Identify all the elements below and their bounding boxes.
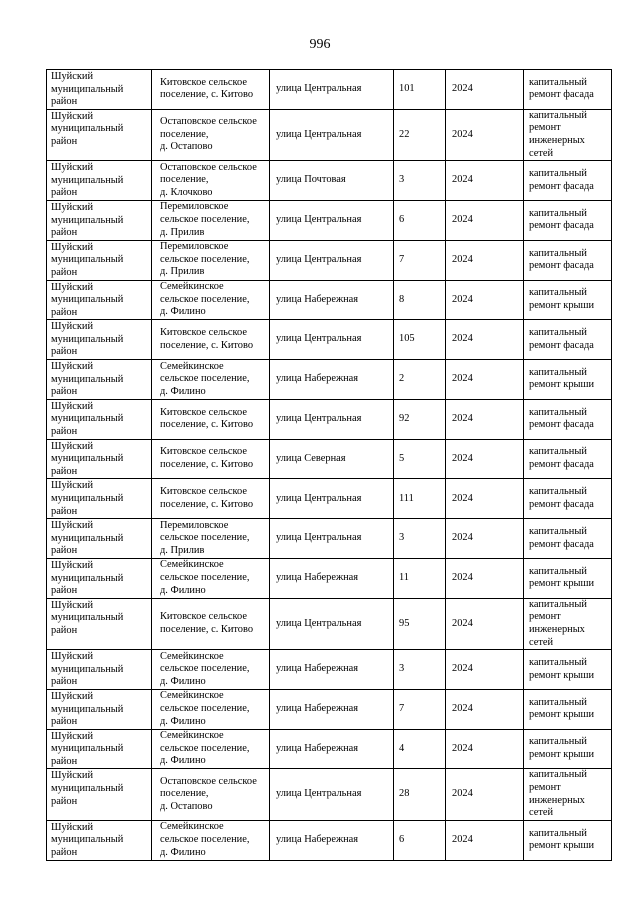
year-cell-text: 2024 — [452, 742, 473, 754]
housing-repair-table — [46, 69, 612, 861]
district-cell — [47, 161, 152, 201]
settlement-cell — [152, 820, 270, 860]
street-cell-text: улица Центральная — [276, 617, 362, 629]
year-cell-text: 2024 — [452, 452, 473, 464]
house-number-cell — [394, 320, 446, 360]
settlement-cell-text: Перемиловское сельское поселение, д. Прилив — [160, 519, 250, 556]
work-type-cell — [524, 280, 612, 320]
settlement-cell-text: Семейкинское сельское поселение, д. Филино — [160, 360, 250, 397]
house-number-cell — [394, 769, 446, 820]
district-cell-text: Шуйский муниципальный район — [51, 361, 124, 398]
district-cell — [47, 479, 152, 519]
work-type-cell — [524, 439, 612, 479]
district-cell-text: Шуйский муниципальный район — [51, 71, 124, 108]
year-cell-text: 2024 — [452, 663, 473, 675]
year-cell-text: 2024 — [452, 617, 473, 629]
settlement-cell — [152, 439, 270, 479]
street-cell-text: улица Центральная — [276, 83, 362, 95]
district-cell-text: Шуйский муниципальный район — [51, 770, 124, 807]
district-cell — [47, 820, 152, 860]
year-cell — [446, 320, 524, 360]
settlement-cell-text: Семейкинское сельское поселение, д. Филино — [160, 690, 250, 727]
year-cell-text: 2024 — [452, 214, 473, 226]
house-number-cell — [394, 109, 446, 160]
work-type-cell — [524, 320, 612, 360]
settlement-cell — [152, 360, 270, 400]
work-type-cell-text: капитальный ремонт фасада — [529, 525, 594, 550]
house-number-cell-text: 101 — [399, 83, 415, 95]
settlement-cell-text: Остаповское сельское поселение, д. Клочково — [160, 161, 257, 198]
house-number-cell — [394, 519, 446, 559]
work-type-cell — [524, 729, 612, 769]
house-number-cell — [394, 558, 446, 598]
work-type-cell-text: капитальный ремонт инженерных сетей — [529, 109, 587, 159]
year-cell — [446, 598, 524, 649]
house-number-cell — [394, 689, 446, 729]
settlement-cell-text: Китовское сельское поселение, с. Китово — [160, 446, 254, 471]
year-cell-text: 2024 — [452, 788, 473, 800]
work-type-cell — [524, 399, 612, 439]
work-type-cell-text: капитальный ремонт крыши — [529, 287, 595, 311]
district-cell-text: Шуйский муниципальный район — [51, 110, 124, 147]
table-row — [47, 240, 612, 280]
district-cell-text: Шуйский муниципальный район — [51, 440, 124, 477]
district-cell — [47, 769, 152, 820]
district-cell — [47, 200, 152, 240]
work-type-cell — [524, 689, 612, 729]
settlement-cell — [152, 598, 270, 649]
house-number-cell-text: 2 — [399, 373, 405, 385]
house-number-cell — [394, 360, 446, 400]
street-cell-text: улица Набережная — [276, 833, 359, 845]
house-number-cell-text: 111 — [399, 492, 414, 504]
year-cell — [446, 519, 524, 559]
street-cell-text: улица Набережная — [276, 742, 359, 754]
street-cell — [270, 280, 394, 320]
street-cell-text: улица Набережная — [276, 572, 359, 584]
year-cell-text: 2024 — [452, 373, 473, 385]
street-cell — [270, 769, 394, 820]
house-number-cell — [394, 200, 446, 240]
district-cell — [47, 729, 152, 769]
table-row — [47, 729, 612, 769]
year-cell-text: 2024 — [452, 128, 473, 140]
district-cell-text: Шуйский муниципальный район — [51, 281, 124, 318]
street-cell-text: улица Центральная — [276, 253, 362, 265]
year-cell-text: 2024 — [452, 174, 473, 186]
year-cell — [446, 439, 524, 479]
district-cell — [47, 399, 152, 439]
street-cell-text: улица Центральная — [276, 214, 362, 226]
settlement-cell — [152, 200, 270, 240]
settlement-cell-text: Перемиловское сельское поселение, д. Прилив — [160, 241, 250, 278]
street-cell — [270, 689, 394, 729]
year-cell-text: 2024 — [452, 83, 473, 95]
settlement-cell-text: Семейкинское сельское поселение, д. Филино — [160, 821, 250, 858]
street-cell-text: улица Центральная — [276, 412, 362, 424]
year-cell — [446, 769, 524, 820]
settlement-cell — [152, 109, 270, 160]
table-row — [47, 360, 612, 400]
work-type-cell — [524, 200, 612, 240]
settlement-cell-text: Семейкинское сельское поселение, д. Филино — [160, 281, 250, 318]
street-cell-text: улица Набережная — [276, 293, 359, 305]
work-type-cell — [524, 769, 612, 820]
district-cell-text: Шуйский муниципальный район — [51, 321, 124, 358]
year-cell — [446, 200, 524, 240]
district-cell-text: Шуйский муниципальный район — [51, 821, 124, 859]
work-type-cell — [524, 479, 612, 519]
district-cell-text: Шуйский муниципальный район — [51, 690, 124, 728]
house-number-cell-text: 92 — [399, 412, 410, 424]
year-cell — [446, 161, 524, 201]
work-type-cell — [524, 558, 612, 598]
district-cell-text: Шуйский муниципальный район — [51, 520, 124, 557]
year-cell — [446, 70, 524, 110]
district-cell-text: Шуйский муниципальный район — [51, 400, 124, 438]
district-cell — [47, 320, 152, 360]
house-number-cell-text: 28 — [399, 788, 410, 800]
year-cell-text: 2024 — [452, 833, 473, 845]
work-type-cell-text: капитальный ремонт крыши — [529, 827, 595, 852]
house-number-cell-text: 7 — [399, 253, 405, 265]
table-row — [47, 399, 612, 439]
work-type-cell-text: капитальный ремонт крыши — [529, 696, 595, 721]
year-cell-text: 2024 — [452, 333, 473, 345]
street-cell — [270, 109, 394, 160]
street-cell — [270, 399, 394, 439]
table-row — [47, 280, 612, 320]
settlement-cell — [152, 519, 270, 559]
settlement-cell — [152, 689, 270, 729]
street-cell — [270, 820, 394, 860]
district-cell-text: Шуйский муниципальный район — [51, 651, 124, 688]
house-number-cell-text: 95 — [399, 617, 410, 629]
street-cell-text: улица Северная — [276, 452, 346, 464]
settlement-cell-text: Китовское сельское поселение, с. Китово — [160, 76, 254, 101]
street-cell-text: улица Набережная — [276, 373, 359, 385]
street-cell — [270, 650, 394, 690]
year-cell-text: 2024 — [452, 412, 473, 424]
year-cell — [446, 399, 524, 439]
year-cell — [446, 729, 524, 769]
house-number-cell — [394, 399, 446, 439]
street-cell — [270, 558, 394, 598]
settlement-cell — [152, 729, 270, 769]
page-number: 996 — [309, 37, 331, 52]
work-type-cell — [524, 109, 612, 160]
table-row — [47, 519, 612, 559]
settlement-cell — [152, 769, 270, 820]
work-type-cell-text: капитальный ремонт фасада — [529, 446, 594, 471]
settlement-cell — [152, 320, 270, 360]
street-cell — [270, 439, 394, 479]
work-type-cell — [524, 598, 612, 649]
work-type-cell-text: капитальный ремонт фасада — [529, 207, 594, 232]
year-cell — [446, 650, 524, 690]
district-cell — [47, 439, 152, 479]
settlement-cell — [152, 650, 270, 690]
work-type-cell-text: капитальный ремонт фасада — [529, 247, 594, 272]
house-number-cell-text: 105 — [399, 333, 415, 345]
table-row — [47, 689, 612, 729]
year-cell — [446, 479, 524, 519]
district-cell-text: Шуйский муниципальный район — [51, 241, 124, 278]
district-cell — [47, 70, 152, 110]
street-cell — [270, 70, 394, 110]
year-cell — [446, 240, 524, 280]
settlement-cell — [152, 240, 270, 280]
work-type-cell-text: капитальный ремонт фасада — [529, 486, 594, 510]
district-cell-text: Шуйский муниципальный район — [51, 480, 124, 517]
settlement-cell-text: Китовское сельское поселение, с. Китово — [160, 406, 254, 431]
year-cell — [446, 280, 524, 320]
settlement-cell — [152, 161, 270, 201]
street-cell — [270, 320, 394, 360]
year-cell-text: 2024 — [452, 253, 473, 265]
district-cell — [47, 689, 152, 729]
year-cell-text: 2024 — [452, 492, 473, 504]
house-number-cell — [394, 479, 446, 519]
house-number-cell — [394, 439, 446, 479]
house-number-cell-text: 3 — [399, 663, 405, 675]
district-cell-text: Шуйский муниципальный район — [51, 599, 124, 636]
street-cell-text: улица Центральная — [276, 532, 362, 544]
house-number-cell-text: 4 — [399, 742, 405, 754]
year-cell — [446, 820, 524, 860]
table-row — [47, 479, 612, 519]
table-body — [47, 70, 612, 861]
settlement-cell-text: Остаповское сельское поселение, д. Остапово — [160, 116, 257, 153]
house-number-cell — [394, 598, 446, 649]
year-cell — [446, 109, 524, 160]
year-cell-text: 2024 — [452, 703, 473, 714]
work-type-cell — [524, 650, 612, 690]
settlement-cell-text: Семейкинское сельское поселение, д. Филино — [160, 559, 250, 596]
work-type-cell-text: капитальный ремонт крыши — [529, 656, 595, 681]
year-cell — [446, 689, 524, 729]
district-cell-text: Шуйский муниципальный район — [51, 559, 124, 597]
street-cell-text: улица Центральная — [276, 492, 362, 504]
house-number-cell — [394, 729, 446, 769]
table-row — [47, 439, 612, 479]
street-cell-text: улица Центральная — [276, 128, 362, 140]
house-number-cell-text: 3 — [399, 532, 405, 544]
district-cell — [47, 109, 152, 160]
district-cell — [47, 558, 152, 598]
district-cell — [47, 598, 152, 649]
house-number-cell-text: 3 — [399, 174, 405, 186]
house-number-cell-text: 6 — [399, 214, 405, 226]
work-type-cell-text: капитальный ремонт крыши — [529, 565, 595, 590]
district-cell — [47, 240, 152, 280]
house-number-cell-text: 6 — [399, 833, 405, 845]
work-type-cell-text: капитальный ремонт крыши — [529, 366, 595, 391]
work-type-cell-text: капитальный ремонт инженерных сетей — [529, 598, 587, 648]
district-cell — [47, 519, 152, 559]
table-row — [47, 70, 612, 110]
district-cell — [47, 280, 152, 320]
district-cell — [47, 360, 152, 400]
house-number-cell — [394, 161, 446, 201]
street-cell-text: улица Набережная — [276, 663, 359, 675]
year-cell — [446, 558, 524, 598]
settlement-cell — [152, 70, 270, 110]
settlement-cell-text: Семейкинское сельское поселение, д. Филино — [160, 650, 250, 687]
street-cell — [270, 598, 394, 649]
settlement-cell-text: Китовское сельское поселение, с. Китово — [160, 327, 254, 351]
work-type-cell-text: капитальный ремонт крыши — [529, 736, 595, 761]
table-row — [47, 769, 612, 820]
work-type-cell — [524, 519, 612, 559]
street-cell — [270, 729, 394, 769]
work-type-cell — [524, 161, 612, 201]
house-number-cell — [394, 650, 446, 690]
work-type-cell — [524, 240, 612, 280]
house-number-cell-text: 8 — [399, 293, 405, 305]
table-row — [47, 598, 612, 649]
work-type-cell-text: капитальный ремонт фасада — [529, 327, 594, 351]
settlement-cell — [152, 558, 270, 598]
street-cell — [270, 240, 394, 280]
street-cell-text: улица Набережная — [276, 703, 359, 714]
street-cell-text: улица Центральная — [276, 788, 362, 800]
settlement-cell-text: Семейкинское сельское поселение, д. Филино — [160, 730, 250, 767]
table-row — [47, 200, 612, 240]
year-cell-text: 2024 — [452, 572, 473, 584]
district-cell-text: Шуйский муниципальный район — [51, 162, 124, 199]
year-cell-text: 2024 — [452, 293, 473, 305]
settlement-cell — [152, 280, 270, 320]
district-cell — [47, 650, 152, 690]
work-type-cell — [524, 360, 612, 400]
year-cell-text: 2024 — [452, 532, 473, 544]
year-cell — [446, 360, 524, 400]
street-cell-text: улица Центральная — [276, 333, 362, 345]
house-number-cell-text: 5 — [399, 452, 405, 464]
house-number-cell-text: 11 — [399, 572, 410, 584]
table-row — [47, 161, 612, 201]
table-row — [47, 558, 612, 598]
settlement-cell-text: Китовское сельское поселение, с. Китово — [160, 611, 254, 635]
work-type-cell-text: капитальный ремонт фасада — [529, 167, 594, 192]
house-number-cell — [394, 70, 446, 110]
street-cell — [270, 161, 394, 201]
table-row — [47, 320, 612, 360]
settlement-cell — [152, 399, 270, 439]
street-cell — [270, 200, 394, 240]
house-number-cell — [394, 280, 446, 320]
street-cell — [270, 479, 394, 519]
work-type-cell-text: капитальный ремонт инженерных сетей — [529, 769, 587, 819]
table-row — [47, 650, 612, 690]
house-number-cell-text: 7 — [399, 703, 405, 714]
house-number-cell — [394, 820, 446, 860]
work-type-cell — [524, 820, 612, 860]
settlement-cell-text: Перемиловское сельское поселение, д. Прилив — [160, 201, 250, 238]
street-cell — [270, 360, 394, 400]
district-cell-text: Шуйский муниципальный район — [51, 201, 124, 239]
table-row — [47, 109, 612, 160]
work-type-cell-text: капитальный ремонт фасада — [529, 76, 594, 101]
street-cell — [270, 519, 394, 559]
street-cell-text: улица Почтовая — [276, 174, 346, 186]
settlement-cell-text: Остаповское сельское поселение, д. Остапово — [160, 775, 257, 812]
house-number-cell — [394, 240, 446, 280]
district-cell-text: Шуйский муниципальный район — [51, 730, 124, 767]
settlement-cell-text: Китовское сельское поселение, с. Китово — [160, 486, 254, 510]
work-type-cell — [524, 70, 612, 110]
house-number-cell-text: 22 — [399, 128, 410, 140]
settlement-cell — [152, 479, 270, 519]
table-row — [47, 820, 612, 860]
work-type-cell-text: капитальный ремонт фасада — [529, 406, 594, 431]
